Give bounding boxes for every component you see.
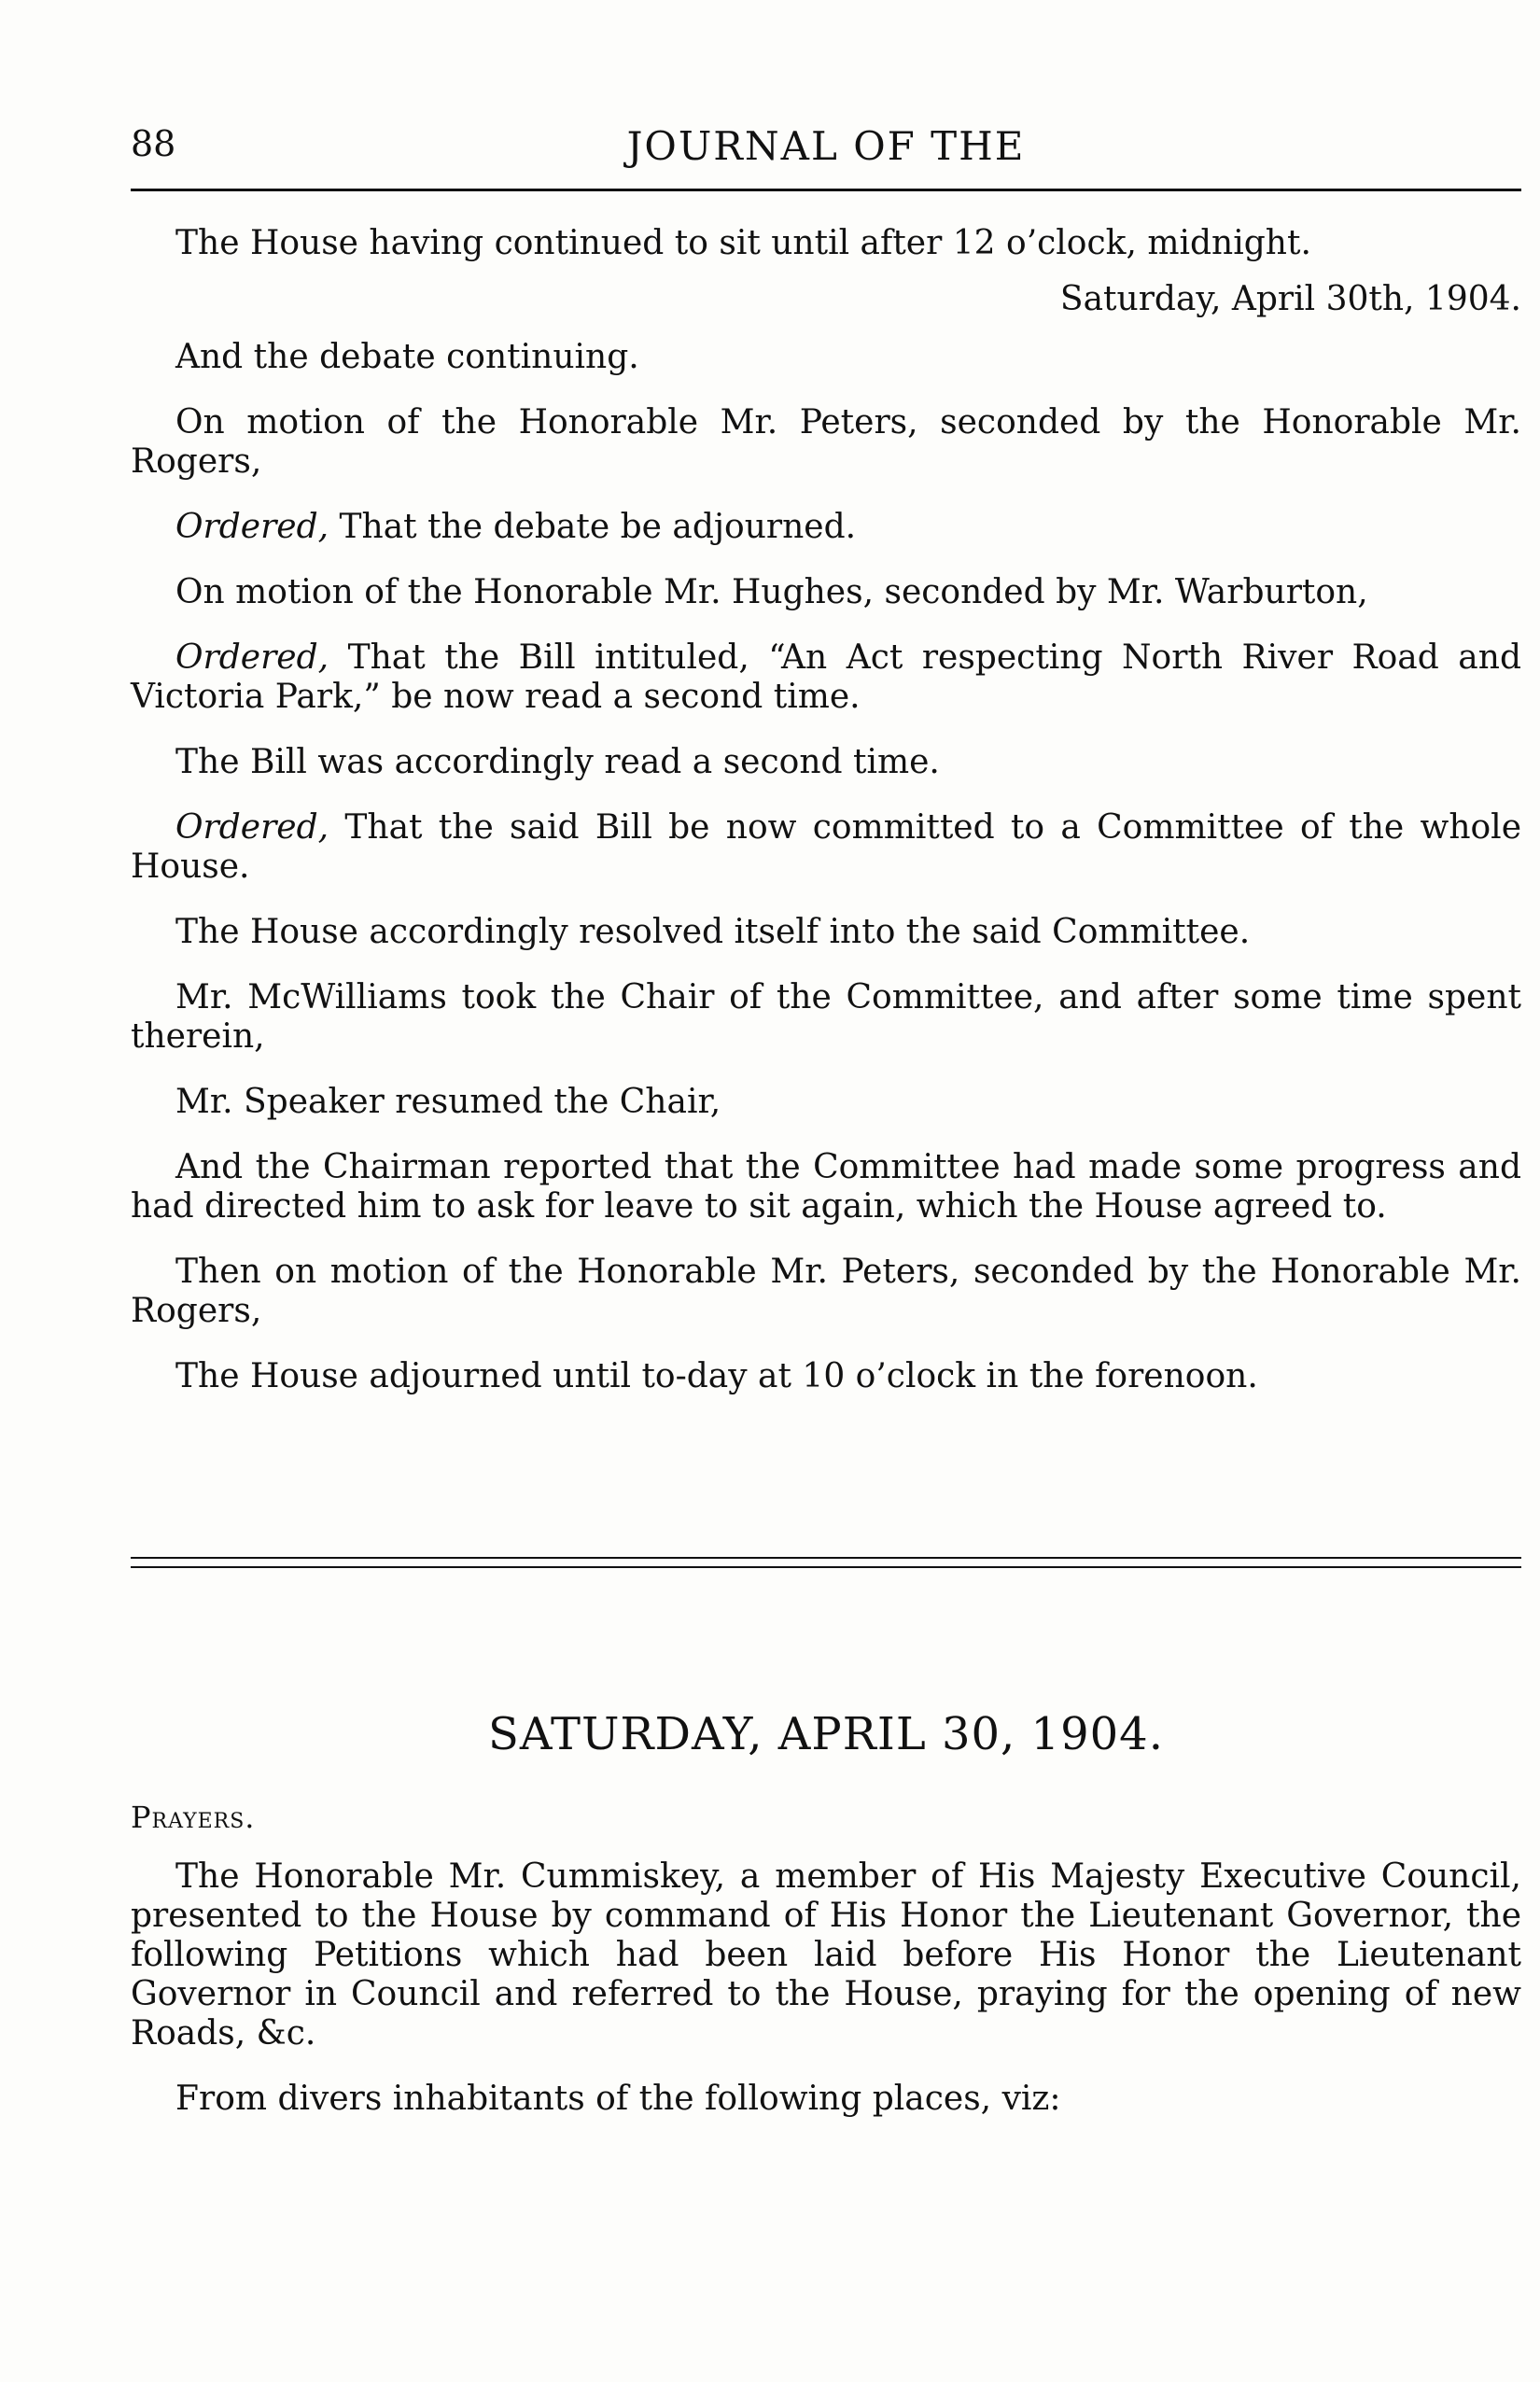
page-number: 88 xyxy=(131,123,176,164)
paragraph-house-adjourned: The House adjourned until to-day at 10 o’clock in the forenoon. xyxy=(175,1357,1258,1395)
paragraph-motion-hughes: On motion of the Honorable Mr. Hughes, seconded by Mr. Warburton, xyxy=(175,573,1368,611)
prayers-label: Prayers. xyxy=(131,1800,256,1835)
paragraph-committed xyxy=(131,808,1521,887)
paragraph-mcwilliams-chair: Mr. McWilliams took the Chair of the Committee, and after some time spent therein, xyxy=(131,978,1521,1056)
page-header xyxy=(131,103,1521,169)
new-session-body xyxy=(131,1857,1521,2119)
paragraph-committee-resolved: The House accordingly resolved itself into the said Committee. xyxy=(175,913,1251,951)
paragraph-debate-adjourned xyxy=(131,508,1521,547)
ordered-text: That the Bill intituled, “An Act respecting North River Road and Victoria Park,” be now read a second time. xyxy=(131,638,1521,716)
ordered-label: Ordered, xyxy=(175,508,329,546)
paragraph-debate-continuing: And the debate continuing. xyxy=(175,338,639,376)
section-divider xyxy=(131,1557,1521,1568)
date-line: Saturday, April 30th, 1904. xyxy=(1059,280,1521,318)
ordered-text: That the debate be adjourned. xyxy=(329,508,857,546)
ordered-text: That the said Bill be now committed to a Committee of the whole House. xyxy=(131,808,1521,886)
header-rule xyxy=(131,189,1521,191)
ordered-label: Ordered, xyxy=(175,638,329,677)
paragraph-bill-read: The Bill was accordingly read a second time. xyxy=(175,743,940,781)
paragraph-motion-adjourn: Then on motion of the Honorable Mr. Peters, seconded by the Honorable Mr. Rogers, xyxy=(131,1253,1521,1330)
paragraph-speaker-resumed: Mr. Speaker resumed the Chair, xyxy=(175,1083,721,1121)
ordered-label: Ordered, xyxy=(175,808,329,847)
session-continuation xyxy=(131,224,1521,1396)
paragraph-motion-peters: On motion of the Honorable Mr. Peters, seconded by the Honorable Mr. Rogers, xyxy=(131,403,1521,481)
running-head: JOURNAL OF THE xyxy=(626,123,1026,169)
paragraph-petitions-presented: The Honorable Mr. Cummiskey, a member of His Majesty Executive Council, presented to the House by command of His Honor the Lieutenant Governor, the following Petitions which had been laid before His Honor the Lieutenant Governor in Council and referred to the House, praying for the opening of new Roads, &c. xyxy=(131,1857,1521,2053)
paragraph-chairman-reported: And the Chairman reported that the Committee had made some progress and had directed him to ask for leave to sit again, which the House agreed to. xyxy=(131,1148,1521,1226)
journal-page xyxy=(131,103,1521,2118)
day-heading: SATURDAY, APRIL 30, 1904. xyxy=(488,1708,1164,1760)
paragraph-midnight: The House having continued to sit until after 12 o’clock, midnight. xyxy=(175,224,1311,262)
paragraph-bill-second-reading xyxy=(131,638,1521,717)
paragraph-divers-inhabitants: From divers inhabitants of the following places, viz: xyxy=(175,2080,1061,2118)
